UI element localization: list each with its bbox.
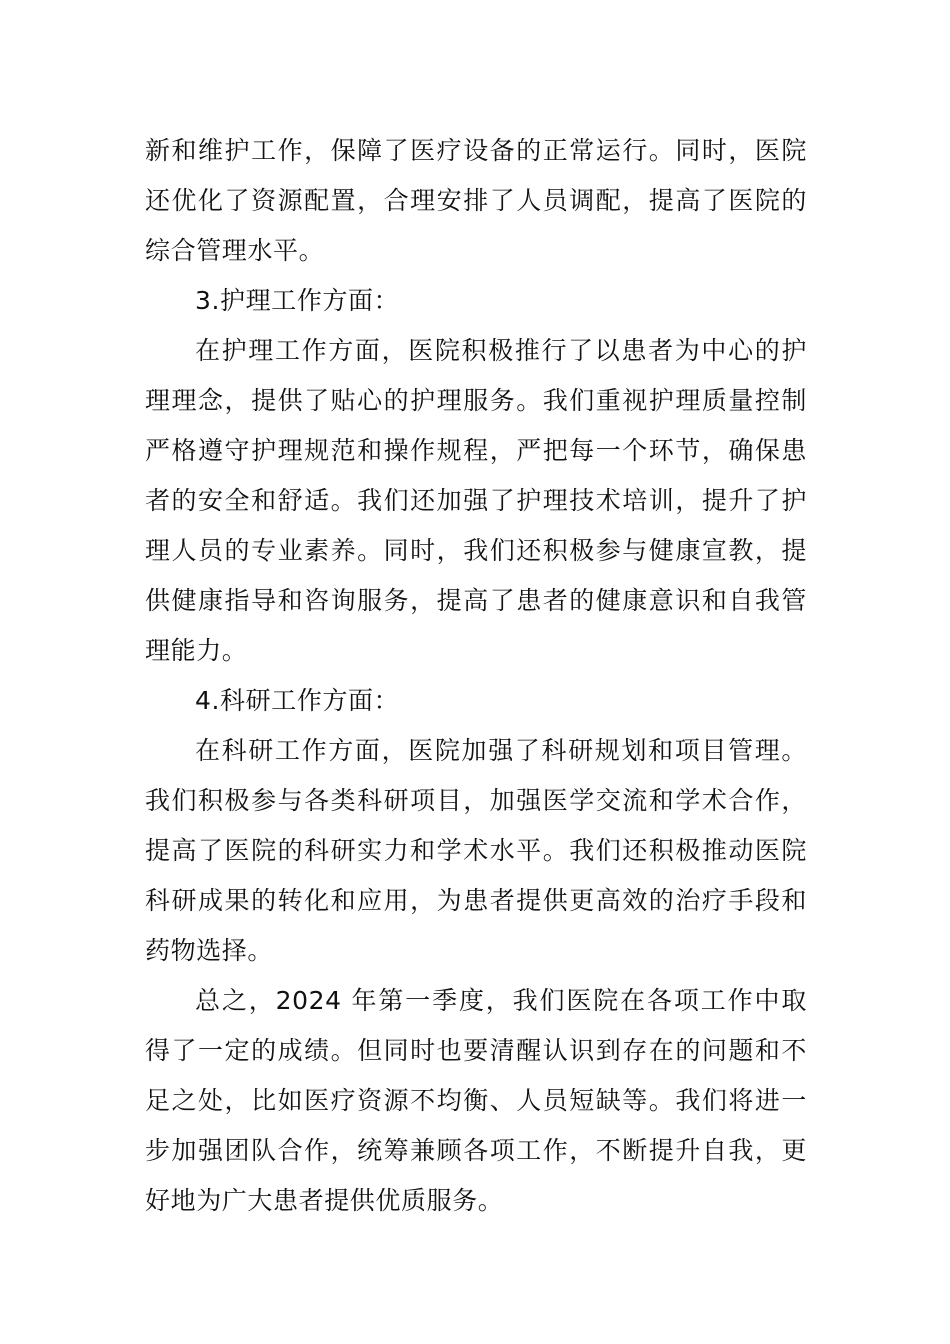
paragraph-conclusion: 总之，2024 年第一季度，我们医院在各项工作中取得了一定的成绩。但同时也要清醒认识到存在的问题和不足之处，比如医疗资源不均衡、人员短缺等。我们将进一步加强团队合作，统筹兼顾各项工作，不断提升自我，更好地为广大患者提供优质服务。	[145, 986, 807, 1215]
paragraph-continuation: 新和维护工作，保障了医疗设备的正常运行。同时，医院还优化了资源配置，合理安排了人员调配，提高了医院的综合管理水平。	[145, 136, 807, 265]
section-heading-research: 4.科研工作方面：	[195, 686, 400, 715]
section-heading-nursing: 3.护理工作方面：	[195, 286, 400, 315]
paragraph-research: 在科研工作方面，医院加强了科研规划和项目管理。我们积极参与各类科研项目，加强医学交流和学术合作，提高了医院的科研实力和学术水平。我们还积极推动医院科研成果的转化和应用，为患者提供更高效的治疗手段和药物选择。	[145, 736, 807, 965]
paragraph-nursing: 在护理工作方面，医院积极推行了以患者为中心的护理理念，提供了贴心的护理服务。我们重视护理质量控制严格遵守护理规范和操作规程，严把每一个环节，确保患者的安全和舒适。我们还加强了护理技术培训，提升了护理人员的专业素养。同时，我们还积极参与健康宣教，提供健康指导和咨询服务，提高了患者的健康意识和自我管理能力。	[145, 336, 807, 665]
document-body	[145, 126, 807, 1226]
